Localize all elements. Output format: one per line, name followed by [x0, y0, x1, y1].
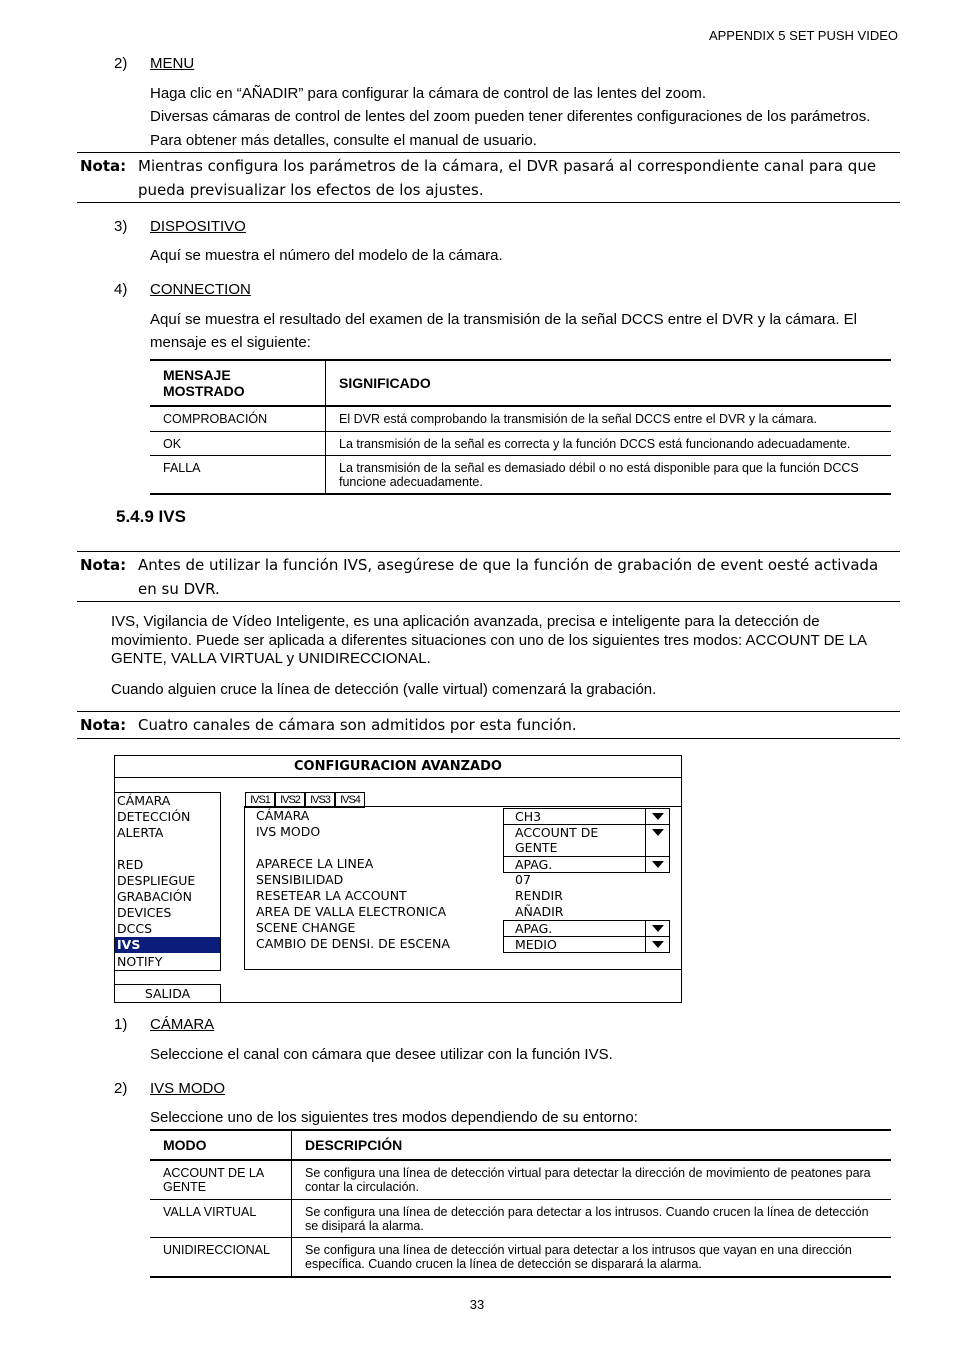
- menu-item-despliegue[interactable]: DESPLIEGUE: [117, 873, 196, 888]
- select-value: MEDIO: [515, 937, 557, 952]
- menu-item-red[interactable]: RED: [117, 857, 144, 872]
- table-cell: VALLA VIRTUAL: [150, 1199, 292, 1237]
- table-header: MODO: [150, 1130, 292, 1160]
- table-row: [150, 406, 891, 431]
- section-title-menu: MENU: [150, 55, 195, 72]
- dropdown-arrow-icon[interactable]: [645, 825, 669, 856]
- setting-label: SENSIBILIDAD: [256, 872, 344, 887]
- setting-value: RENDIR: [515, 888, 563, 903]
- menu-item-alerta[interactable]: ALERTA: [117, 825, 164, 840]
- scene-density-select[interactable]: [503, 936, 670, 953]
- table-cell: ACCOUNT DE LA GENTE: [150, 1160, 292, 1199]
- paragraph: Aquí se muestra el resultado del examen de la transmisión de la señal DCCS entre el DVR y la cámara. El mensaje es el siguiente:: [150, 311, 857, 351]
- table-cell: UNIDIRECCIONAL: [150, 1237, 292, 1277]
- item-number: 2): [114, 55, 128, 72]
- setting-label: SCENE CHANGE: [256, 920, 356, 935]
- section-title-ivs-modo: IVS MODO: [150, 1080, 226, 1097]
- dvr-config-screen: [114, 755, 682, 1003]
- dropdown-arrow-icon[interactable]: [645, 809, 669, 824]
- section-title-dispositivo: DISPOSITIVO: [150, 218, 246, 235]
- mode-table: [150, 1129, 891, 1278]
- paragraph: Seleccione uno de los siguientes tres modos dependiendo de su entorno:: [150, 1109, 638, 1126]
- select-value: CH3: [515, 809, 542, 824]
- dropdown-arrow-icon[interactable]: [645, 921, 669, 936]
- table-row: [150, 455, 891, 494]
- setting-label: CAMBIO DE DENSI. DE ESCENA: [256, 936, 450, 951]
- sensitivity-value[interactable]: [503, 872, 668, 888]
- menu-item-deteccion[interactable]: DETECCIÓN: [117, 809, 191, 824]
- dropdown-arrow-icon[interactable]: [645, 937, 669, 952]
- note-label: Nota:: [80, 556, 127, 574]
- paragraph-line: Diversas cámaras de control de lentes del zoom pueden tener diferentes configuraciones de los parámetros.: [150, 108, 871, 125]
- menu-item-grabacion[interactable]: GRABACIÓN: [117, 889, 192, 904]
- setting-label: APARECE LA LINEA: [256, 856, 374, 871]
- dvr-side-menu: [115, 792, 221, 971]
- note-text: Antes de utilizar la función IVS, asegúrese de que la función de grabación de event oesté activada en su DVR.: [138, 556, 879, 598]
- table-header: MENSAJE MOSTRADO: [150, 360, 326, 406]
- table-row: [150, 1199, 891, 1237]
- note-label: Nota:: [80, 157, 127, 175]
- reset-count-button[interactable]: [503, 888, 668, 904]
- note-box: [77, 551, 900, 602]
- tab-ivs2[interactable]: IVS2: [275, 792, 305, 808]
- table-row: [150, 1160, 891, 1199]
- setting-label: CÁMARA: [256, 808, 310, 823]
- menu-item-ivs[interactable]: IVS: [115, 937, 220, 953]
- camera-select[interactable]: [503, 808, 670, 825]
- dropdown-arrow-icon[interactable]: [645, 857, 669, 872]
- paragraph-line: Para obtener más detalles, consulte el manual de usuario.: [150, 132, 537, 149]
- table-cell: La transmisión de la señal es demasiado débil o no está disponible para que la función DCCS funcione adecuadamente.: [326, 455, 892, 494]
- setting-label: IVS MODO: [256, 824, 321, 839]
- page-header: APPENDIX 5 SET PUSH VIDEO: [708, 28, 898, 43]
- dvr-screen-title: CONFIGURACION AVANZADO: [115, 756, 681, 778]
- section-title-camara: CÁMARA: [150, 1016, 215, 1033]
- fence-area-button[interactable]: [503, 904, 668, 920]
- table-cell: Se configura una línea de detección para detectar a los intrusos. Cuando crucen la línea de detección se disipará la alarma.: [292, 1199, 892, 1237]
- paragraph: IVS, Vigilancia de Vídeo Inteligente, es una aplicación avanzada, precisa e inteligente para la detección de movimiento. Puede ser aplicada a diferentes situaciones con uno de los siguientes tres modos: ACCOUNT DE LA GENTE, VALLA VIRTUAL y UNIDIRECCIONAL.: [111, 613, 867, 667]
- ivs-mode-select[interactable]: [503, 824, 670, 857]
- tab-ivs4[interactable]: IVS4: [335, 792, 365, 808]
- table-row: [150, 431, 891, 455]
- table-cell: COMPROBACIÓN: [150, 406, 326, 431]
- select-value: APAG.: [515, 857, 553, 872]
- menu-item-devices[interactable]: DEVICES: [117, 905, 172, 920]
- table-cell: OK: [150, 431, 326, 455]
- item-number: 1): [114, 1016, 128, 1033]
- table-cell: Se configura una línea de detección virtual para detectar a los intrusos que vayan en una dirección específica. Cuando crucen la línea de detección se disparará la alarma.: [292, 1237, 892, 1277]
- table-cell: Se configura una línea de detección virtual para detectar la dirección de movimiento de peatones para contar la circulación.: [292, 1160, 892, 1199]
- paragraph: Cuando alguien cruce la línea de detección (valle virtual) comenzará la grabación.: [111, 681, 657, 698]
- menu-item-camara[interactable]: CÁMARA: [117, 793, 171, 808]
- item-number: 2): [114, 1080, 128, 1097]
- table-header: DESCRIPCIÓN: [292, 1130, 892, 1160]
- paragraph: Aquí se muestra el número del modelo de la cámara.: [150, 247, 503, 264]
- paragraph: Seleccione el canal con cámara que desee utilizar con la función IVS.: [150, 1046, 613, 1063]
- paragraph-line: Haga clic en “AÑADIR” para configurar la cámara de control de las lentes del zoom.: [150, 85, 707, 102]
- note-box: [77, 711, 900, 739]
- note-box: [77, 152, 900, 203]
- table-cell: La transmisión de la señal es correcta y la función DCCS está funcionando adecuadamente.: [326, 431, 892, 455]
- page-number: 33: [469, 1297, 485, 1312]
- note-text: Cuatro canales de cámara son admitidos por esta función.: [138, 716, 577, 734]
- table-row: [150, 1237, 891, 1277]
- show-line-select[interactable]: [503, 856, 670, 873]
- message-table: [150, 359, 891, 495]
- setting-value: AÑADIR: [515, 904, 564, 919]
- tab-ivs3[interactable]: IVS3: [305, 792, 335, 808]
- note-text: Mientras configura los parámetros de la cámara, el DVR pasará al correspondiente canal para que pueda previsualizar los efectos de los ajustes.: [138, 157, 877, 199]
- tab-ivs1[interactable]: IVS1: [245, 792, 275, 808]
- note-label: Nota:: [80, 716, 127, 734]
- table-cell: El DVR está comprobando la transmisión de la señal DCCS entre el DVR y la cámara.: [326, 406, 892, 431]
- table-header: SIGNIFICADO: [326, 360, 892, 406]
- setting-label: AREA DE VALLA ELECTRONICA: [256, 904, 447, 919]
- exit-button[interactable]: SALIDA: [115, 984, 221, 1003]
- table-cell: FALLA: [150, 455, 326, 494]
- scene-change-select[interactable]: [503, 920, 670, 937]
- select-value: ACCOUNT DE GENTE: [515, 825, 599, 855]
- menu-item-notify[interactable]: NOTIFY: [117, 954, 163, 969]
- setting-value: 07: [515, 872, 531, 887]
- setting-label: RESETEAR LA ACCOUNT: [256, 888, 407, 903]
- select-value: APAG.: [515, 921, 553, 936]
- section-title-connection: CONNECTION: [150, 281, 251, 298]
- section-heading-ivs: 5.4.9 IVS: [116, 507, 186, 526]
- menu-item-dccs[interactable]: DCCS: [117, 921, 153, 936]
- item-number: 4): [114, 281, 128, 298]
- item-number: 3): [114, 218, 128, 235]
